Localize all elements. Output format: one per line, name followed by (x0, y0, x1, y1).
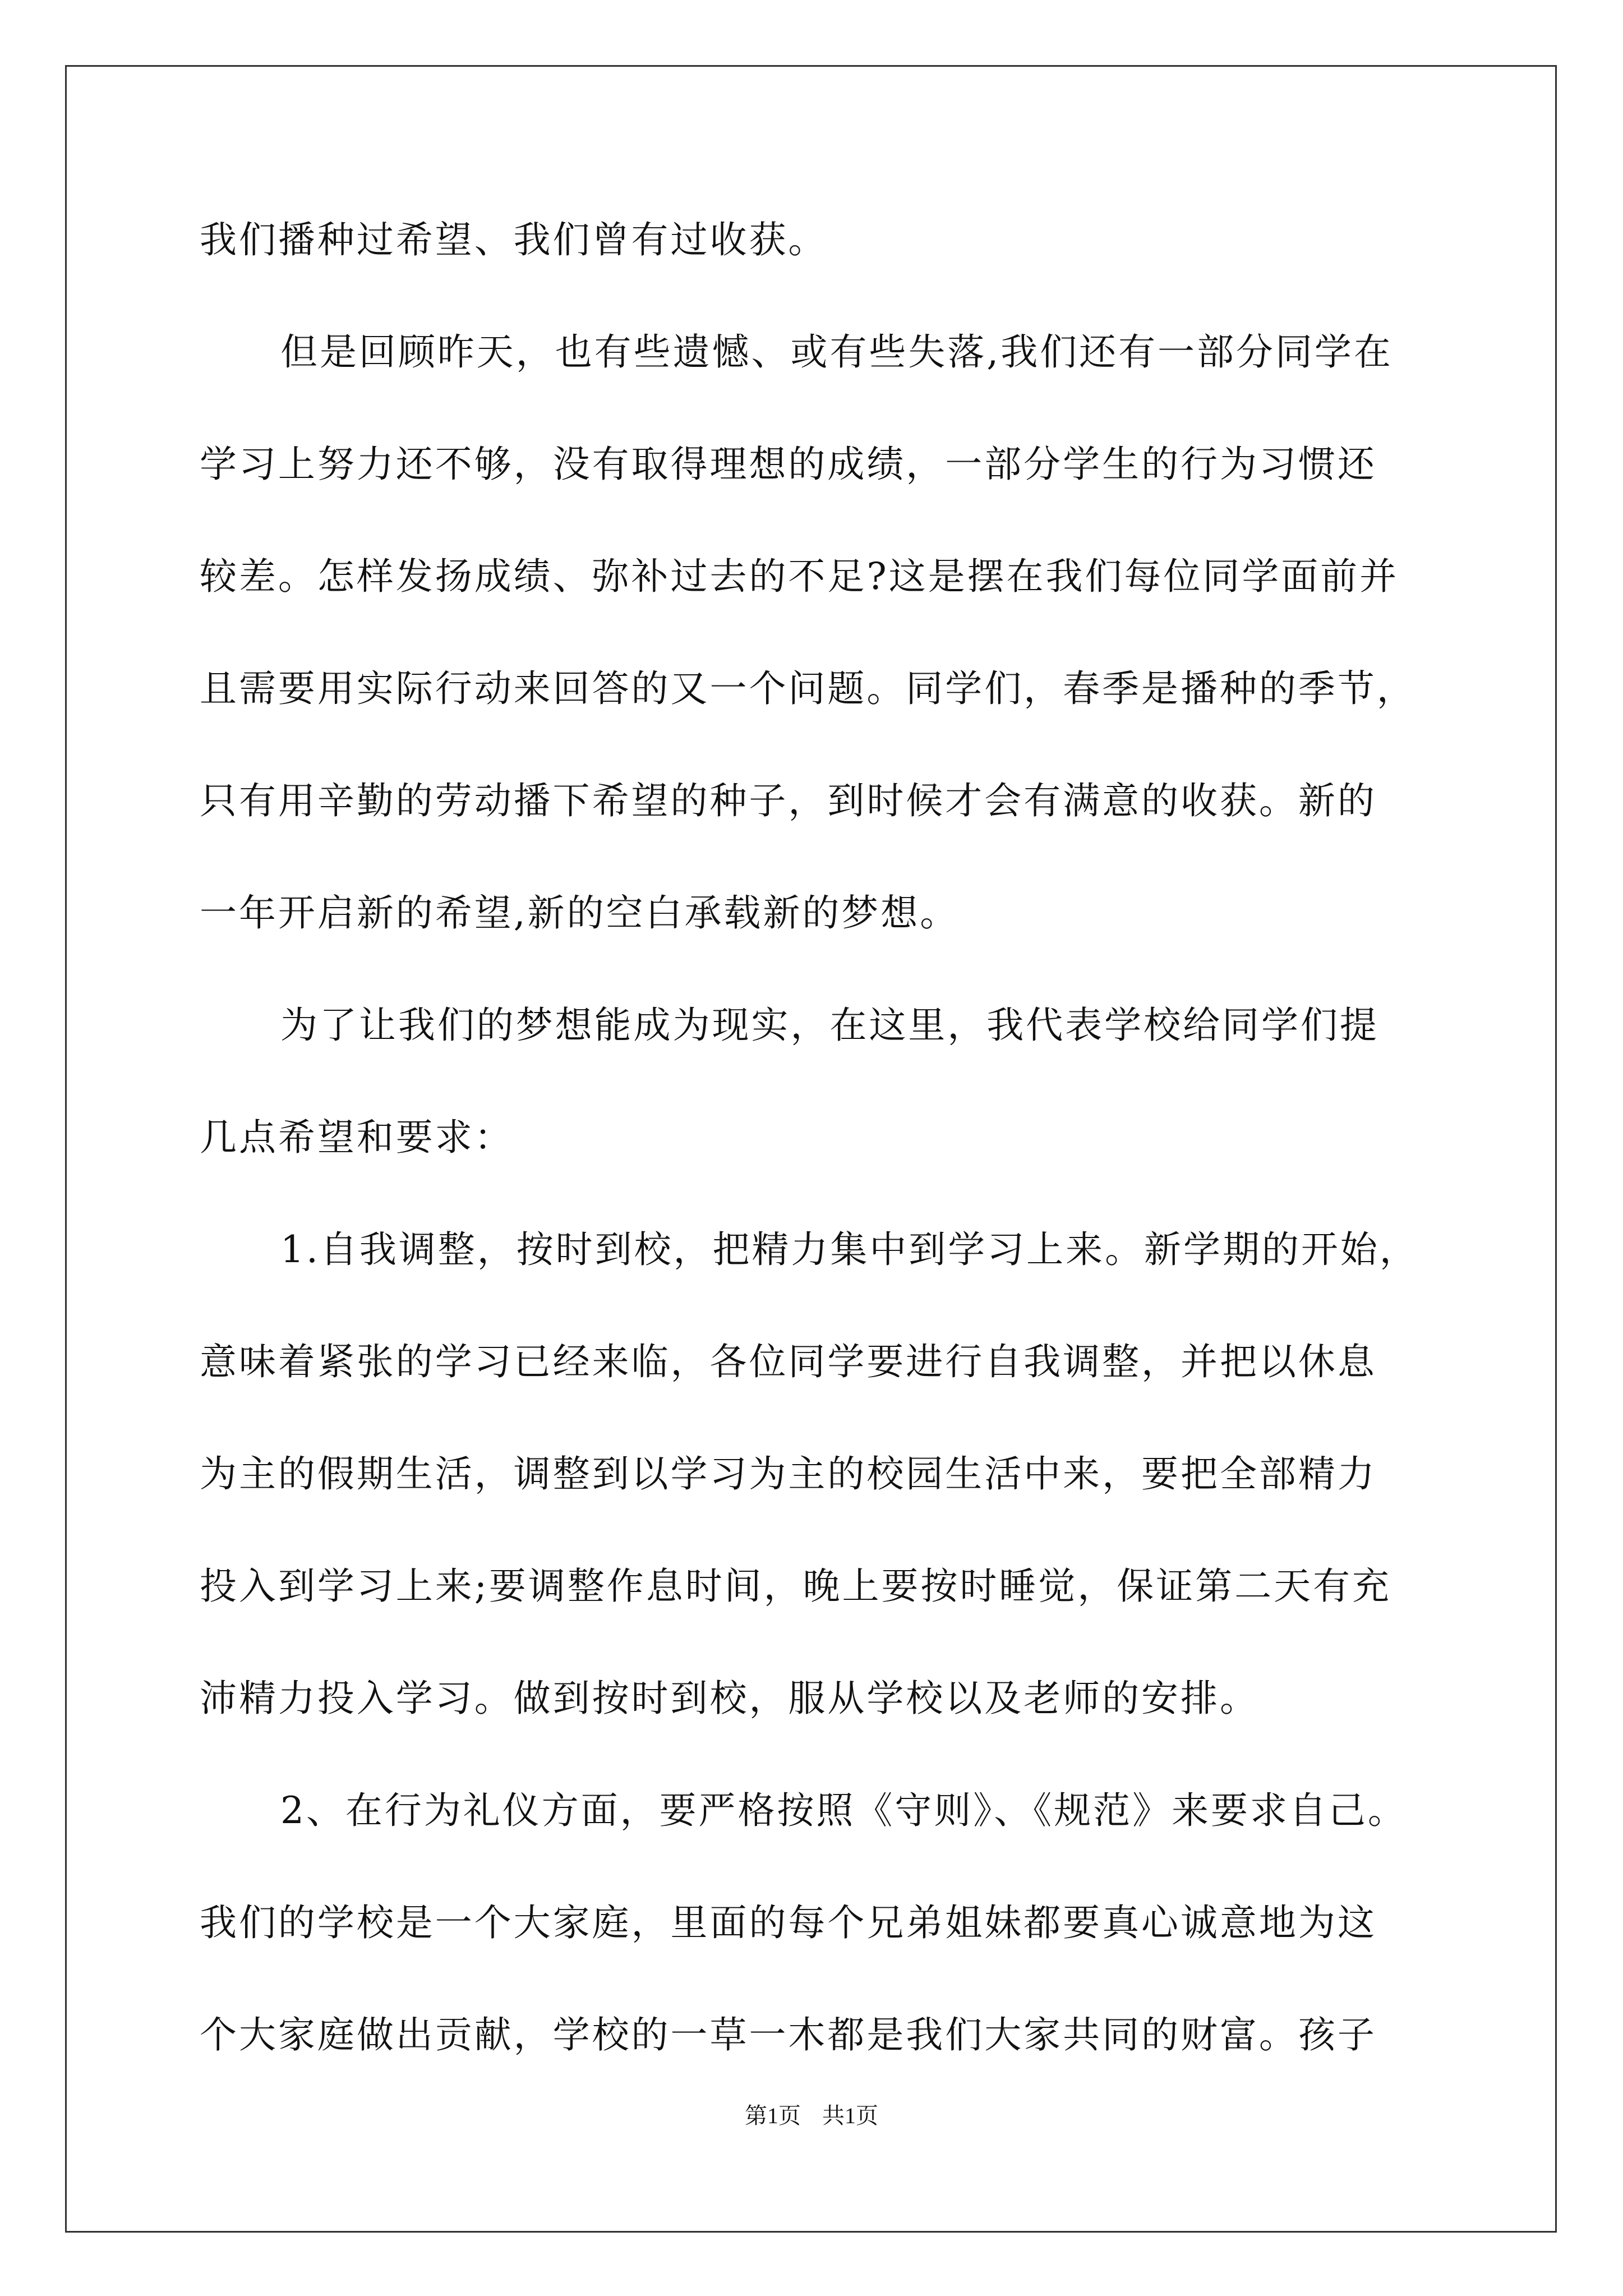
paragraph-first-line: 1.自我调整，按时到校，把精力集中到学习上来。新学期的开始， (280, 1228, 1419, 1271)
text-line: 几点希望和要求： (200, 1116, 514, 1159)
text-line: 个大家庭做出贡献，学校的一草一木都是我们大家共同的财富。孩子 (200, 2013, 1377, 2056)
page-number-total: 共1页 (822, 2103, 878, 2128)
text-line: 我们播种过希望、我们曾有过收获。 (200, 218, 828, 261)
paragraph-first-line: 2、在行为礼仪方面，要严格按照《守则》、《规范》来要求自己。 (280, 1789, 1407, 1832)
text-line: 沛精力投入学习。做到按时到校，服从学校以及老师的安排。 (200, 1677, 1259, 1720)
text-line: 一年开启新的希望,新的空白承载新的梦想。 (200, 891, 960, 935)
page-footer (0, 2099, 1623, 2133)
text-line: 为主的假期生活，调整到以学习为主的校园生活中来，要把全部精力 (200, 1452, 1377, 1496)
text-line: 较差。怎样发扬成绩、弥补过去的不足?这是摆在我们每位同学面前并 (200, 555, 1399, 598)
page-number-current: 第1页 (745, 2103, 801, 2128)
text-line: 只有用辛勤的劳动播下希望的种子，到时候才会有满意的收获。新的 (200, 779, 1377, 822)
text-line: 学习上努力还不够，没有取得理想的成绩，一部分学生的行为习惯还 (200, 443, 1377, 486)
paragraph-first-line: 为了让我们的梦想能成为现实，在这里，我代表学校给同学们提 (280, 1004, 1379, 1047)
text-line: 我们的学校是一个大家庭，里面的每个兄弟姐妹都要真心诚意地为这 (200, 1901, 1377, 1944)
paragraph-first-line: 但是回顾昨天，也有些遗憾、或有些失落,我们还有一部分同学在 (280, 330, 1393, 374)
text-line: 且需要用实际行动来回答的又一个问题。同学们，春季是播种的季节， (200, 667, 1416, 710)
text-line: 投入到学习上来;要调整作息时间，晚上要按时睡觉，保证第二天有充 (200, 1565, 1391, 1608)
text-line: 意味着紧张的学习已经来临，各位同学要进行自我调整，并把以休息 (200, 1340, 1377, 1383)
